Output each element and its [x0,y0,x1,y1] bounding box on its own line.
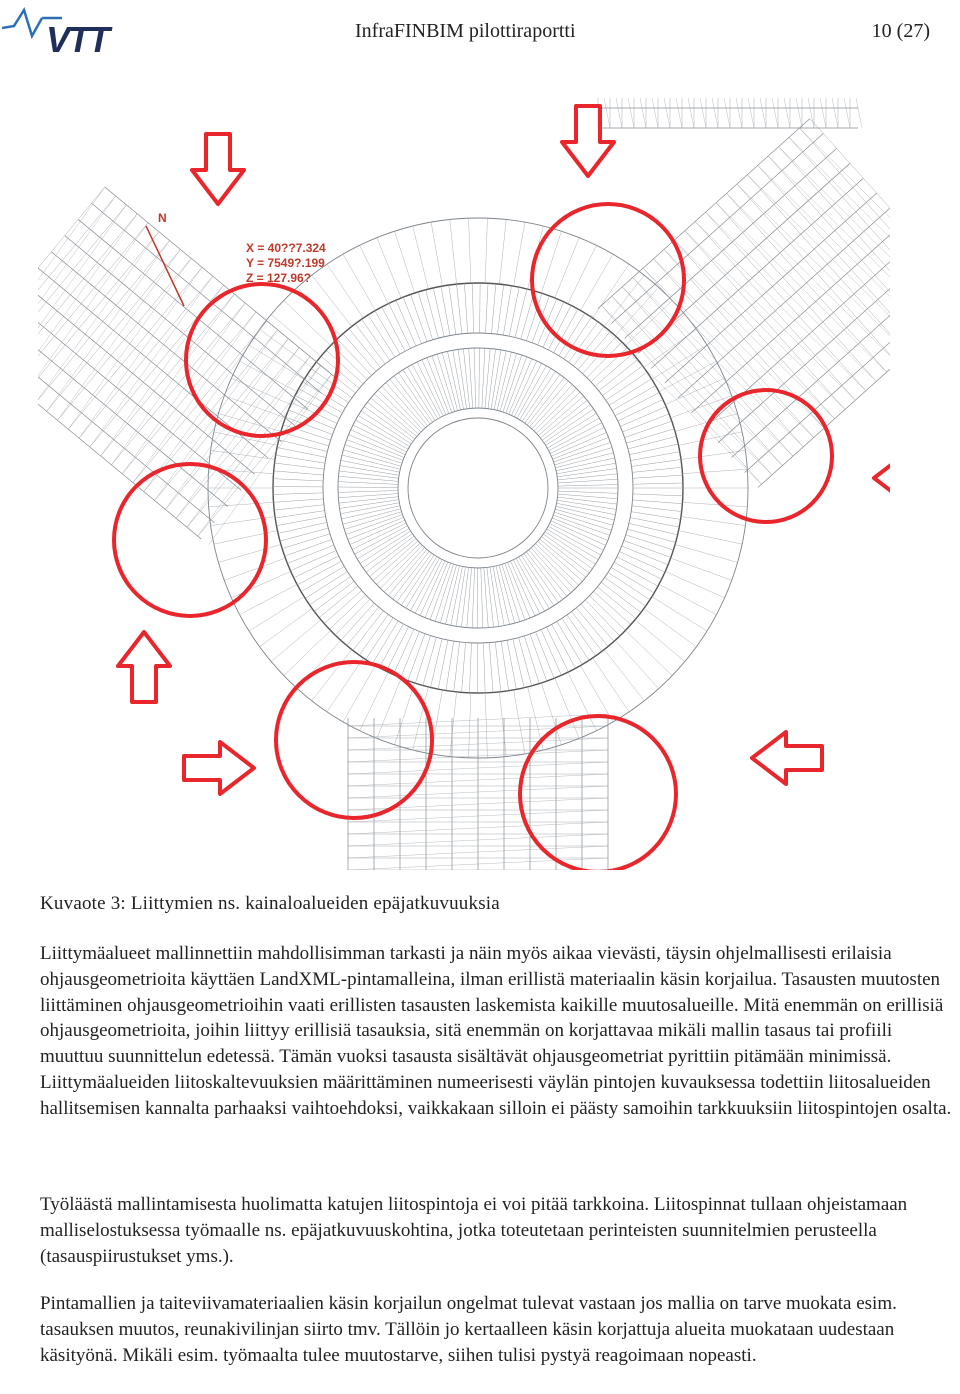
north-label: N [158,211,167,225]
arrow-up-icon [118,632,170,702]
paragraph: Liittymäalueet mallinnettiin mahdollisimman tarkasti ja näin myös aikaa vievästi, täysin ohjelmallisesti erilaisia ohjausgeometrioita käyttäen LandXML-pintamalleina, ilman erillistä materiaalin käsin korjailua. Tasausten muutosten liittäminen ohjausgeometrioihin vaati erillisten tasausten laskemista kaikille muutosalueille. Mitä enemmän on erillisiä ohjausgeometrioita, joihin liittyy erillisiä tasauksia, sitä enemmän on korjattavaa mikäli mallin tasaus tai profiili muuttuu suunnittelun edetessä. Tämän vuoksi tasausta sisältävät ohjausgeometriat pyrittiin pitämään minimissä. Liittymäalueiden liitoskaltevuuksien määrittäminen numeerisesti väylän pintojen kuvauksessa todettiin liitosalueiden hallitsemisen kannalta parhaaksi vaihtoehdoksi, vaikkakaan silloin ei päästy samoihin tarkkuuksiin liitospintojen osalta. [40,943,952,1119]
highlight-circle [520,716,676,870]
paragraph: Työläästä mallintamisesta huolimatta katujen liitospintoja ei voi pitää tarkkoina. Liitospinnat tullaan ohjeistamaan malliselostuksessa työmaalle ns. epäjatkuvuuskohtina, jotka toteutetaan perinteisten suunnitelmien perusteella (tasauspiirustukset yms.). [40,1194,908,1267]
coord-y: Y = 7549?.199 [246,256,325,270]
svg-text:VTT: VTT [46,19,108,56]
arrow-down-icon [562,106,614,176]
arrow-down-icon [192,134,244,204]
coord-x: X = 40??7.324 [246,241,326,255]
highlight-circle [532,204,684,356]
document-title: InfraFINBIM pilottiraportti [355,20,576,42]
vtt-logo [2,4,144,56]
figure-caption: Kuvaote 3: Liittymien ns. kainaloalueiden epäjatkuvuuksia [40,893,500,914]
highlight-circle [186,284,338,436]
north-arrow [146,211,184,306]
arrow-right-icon [184,742,254,794]
page-header [0,0,960,70]
highlight-circle [276,662,432,818]
coord-z: Z = 127.96? [246,271,312,285]
page-number: 10 (27) [871,20,930,42]
paragraph: Pintamallien ja taiteviivamateriaalien käsin korjailun ongelmat tulevat vastaan jos mallia on tarve muokata esim. tasauksen muutos, reunakivilinjan siirto tmv. Tällöin jo kertaalleen käsin korjattuja alueita muokataan uudestaan käsityönä. Mikäli esim. työmaalta tulee muutostarve, siihen tulisi pystyä reagoimaan nopeasti. [40,1293,897,1366]
arrow-left-icon [874,452,890,504]
highlight-circle [114,464,266,616]
intersection-wireframe-figure [38,98,890,870]
arrow-left-icon [752,732,822,784]
